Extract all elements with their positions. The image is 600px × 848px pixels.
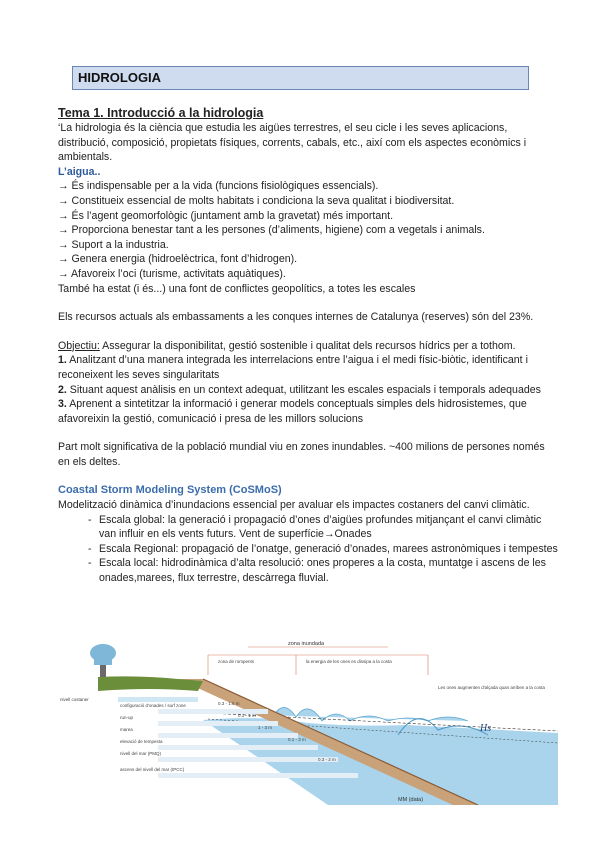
left-label: marea — [120, 727, 133, 732]
zone-right-label: la energia de les ones es dissipa a la costa — [306, 659, 392, 664]
objectiu-point-num: 2. — [58, 383, 67, 396]
inline-value: 0.1 - 1 m — [238, 713, 256, 718]
objectiu-point — [58, 383, 558, 398]
coastal-diagram — [58, 635, 558, 805]
left-label: nivell costaner — [60, 697, 89, 702]
tema-definition: ‘La hidrologia és la ciència que estudia les aigües terrestres, el seu cicle i les seves aplicacions, distribució, composició, propietats físiques, corrents, cabals, etc., així com els aspectes econòmics i ambientals. — [58, 122, 527, 164]
cosmos-list — [58, 513, 558, 586]
zone-label: zona inundada — [288, 641, 325, 647]
objectiu-text: Assegurar la disponibilitat, gestió sostenible i qualitat dels recursos hídrics per a tothom. — [99, 339, 516, 352]
objectiu-point-text: Aprenent a sintetitzar la informació i generar models conceptuals simples dels hidrosistemes, que afavoreixin la gestió, comunicació i presa de les millors solucions — [58, 398, 527, 425]
recursos-text: Els recursos actuals als embassaments a les conques internes de Catalunya (reserves) són del 23%. — [58, 311, 534, 324]
aigua-item: → Constitueix essencial de molts habitats i condiciona la seva qualitat i biodiversitat. — [58, 194, 455, 207]
left-label: nivell del mar (PMQ) — [120, 751, 162, 756]
inline-value: 0.3 - 1.5 m — [218, 701, 240, 706]
aigua-item: → Afavoreix l’oci (turisme, activitats aquàtiques). — [58, 267, 286, 280]
tema-title: Tema 1. Introducció a la hidrologia — [58, 106, 264, 120]
aigua-item: → Proporciona benestar tant a les persones (d’aliments, higiene) com a vegetals i animals. — [58, 224, 485, 237]
land — [98, 676, 203, 691]
left-label: ascens del nivell del mar (IPCC) — [120, 767, 185, 772]
aigua-item: → És l’agent geomorfològic (juntament amb la gravetat) més important. — [58, 209, 394, 222]
aigua-heading: L’aigua.. — [58, 165, 101, 178]
content — [58, 106, 558, 586]
inline-value: 0.3 - 2 m — [318, 757, 336, 762]
water-tower-body — [94, 653, 112, 665]
aigua-list — [58, 179, 558, 281]
cosmos-intro: Modelització dinàmica d’inundacions essencial per avaluar els impactes costaners del canvi climàtic. — [58, 499, 530, 512]
level-bar — [158, 757, 338, 762]
aigua-item: → Suport a la industria. — [58, 238, 169, 251]
objectiu-point — [58, 397, 558, 426]
coastal-flooding-figure — [58, 635, 558, 805]
cosmos-title: Coastal Storm Modeling System (CoSMoS) — [58, 484, 282, 497]
objectiu-point-num: 3. — [58, 398, 67, 411]
cosmos-item: - Escala local: hidrodinàmica d’alta resolució: ones properes a la costa, muntatge i ascens de les onades,marees, flux terrestre, descàrrega fluvial. — [88, 556, 558, 585]
wave-note: Les ones augmenten d'alçada quan arriben a la costa — [438, 685, 545, 690]
water-tower-post — [100, 665, 106, 677]
objectiu-point-text: Analitzant d’una manera integrada les interrelacions entre l’aigua i el medi físic-biòtic, identificant i reconeixent les seves singularitats — [58, 354, 528, 381]
hs-label: Hs — [480, 723, 492, 734]
objectiu-point-num: 1. — [58, 354, 67, 367]
objectiu-line — [58, 339, 558, 354]
document-title: HIDROLOGIA — [78, 70, 162, 85]
cosmos-item: - Escala Regional: propagació de l’onatge, generació d’onades, marees astronòmiques i tempestes — [88, 542, 558, 557]
mm-label: MM (data) — [398, 797, 424, 803]
zone-left-label: zona de rompents — [218, 659, 255, 664]
cosmos-item: - Escala global: la generació i propagació d’ones d’aigües profundes mitjançant el canvi climàtic van influir en els vents futurs. Vent de superfície→Onades — [88, 513, 558, 542]
level-bar — [158, 733, 298, 738]
inline-value: 1 - 3 m — [258, 725, 273, 730]
level-bar — [158, 773, 358, 778]
aigua-item: → Genera energia (hidroelèctrica, font d’hidrogen). — [58, 253, 298, 266]
objectiu-label: Objectiu: — [58, 339, 100, 352]
left-label: elevació de tempesta — [120, 739, 163, 744]
left-label: configuració d'onades / surf zone — [120, 703, 186, 708]
header-box — [72, 66, 529, 90]
objectiu-point — [58, 353, 558, 382]
poblacio-text: Part molt significativa de la població mundial viu en zones inundables. ~400 milions de persones només en els deltes. — [58, 441, 545, 468]
aigua-item: → És indispensable per a la vida (funcions fisiològiques essencials). — [58, 180, 379, 193]
level-bar — [118, 697, 198, 702]
left-label: run-up — [120, 715, 134, 720]
inline-value: 0.1 - 3 m — [288, 737, 306, 742]
objectiu-point-text: Situant aquest anàlisis en un context adequat, utilitzant les escales espacials i temporals adequades — [66, 383, 541, 396]
aigua-closing: També ha estat (i és...) una font de conflictes geopolítics, a totes les escales — [58, 282, 416, 295]
level-bar — [158, 745, 318, 750]
